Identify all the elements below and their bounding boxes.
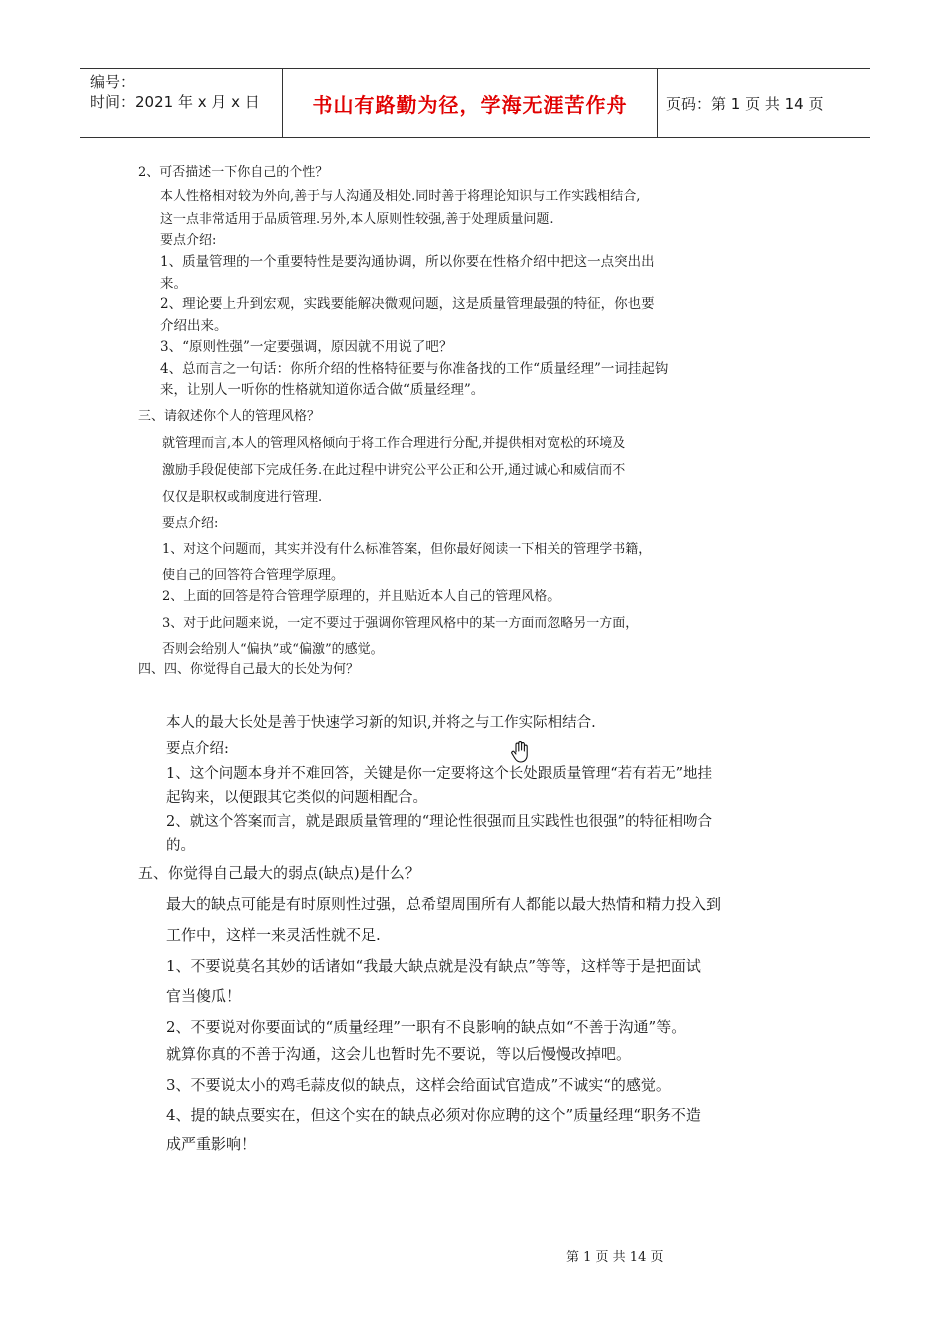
document-header [80,68,870,138]
body-line: 使自己的回答符合管理学原理。 [162,568,345,583]
body-line: 本人性格相对较为外向,善于与人沟通及相处.同时善于将理论知识与工作实践相结合, [160,189,641,204]
body-line: 2、上面的回答是符合管理学原理的，并且贴近本人自己的管理风格。 [162,589,561,604]
body-line: 来。 [160,276,187,292]
body-line: 本人的最大长处是善于快速学习新的知识,并将之与工作实际相结合. [166,715,596,731]
body-line: 4、总而言之一句话：你所介绍的性格特征要与你准备找的工作“质量经理”一词挂起钩 [160,361,669,377]
body-line: 成严重影响！ [166,1135,257,1153]
body-line: 起钩来，以便跟其它类似的问题相配合。 [166,790,427,806]
body-line: 1、这个问题本身并不难回答，关键是你一定要将这个长处跟质量管理“若有若无”地挂 [166,766,713,782]
body-line: 介绍出来。 [160,318,228,334]
number-label: 编号： [90,73,136,91]
key-points-label: 要点介绍: [162,516,219,531]
body-line: 3、对于此问题来说，一定不要过于强调你管理风格中的某一方面而忽略另一方面， [162,616,639,631]
body-line: 4、提的缺点要实在，但这个实在的缺点必须对你应聘的这个”质量经理“职务不造 [166,1106,701,1124]
body-line: 工作中，这样一来灵活性就不足. [166,926,381,944]
question-heading: 三、请叙述你个人的管理风格？ [138,409,321,424]
hand-cursor-icon [509,740,531,764]
body-line: 1、质量管理的一个重要特性是要沟通协调，所以你要在性格介绍中把这一点突出出 [160,254,655,270]
key-points-label: 要点介绍: [160,233,217,248]
body-line: 2、不要说对你要面试的“质量经理”一职有不良影响的缺点如“不善于沟通”等。 [166,1018,687,1036]
body-line: 官当傻瓜！ [166,987,242,1005]
body-line: 2、理论要上升到宏观，实践要能解决微观问题，这是质量管理最强的特征，你也要 [160,296,655,312]
body-line: 3、不要说太小的鸡毛蒜皮似的缺点，这样会给面试官造成”不诚实“的感觉。 [166,1076,671,1094]
body-line: 最大的缺点可能是有时原则性过强，总希望周围所有人都能以最大热情和精力投入到 [166,895,722,913]
question-heading: 五、你觉得自己最大的弱点(缺点)是什么？ [138,864,420,882]
header-motto: 书山有路勤为径，学海无涯苦作舟 [312,92,628,117]
header-page-info: 页码：第 1 页 共 14 页 [666,94,824,113]
header-meta [80,69,282,137]
page-footer: 第 1 页 共 14 页 [566,1250,664,1265]
question-heading: 2、可否描述一下你自己的个性？ [138,165,329,180]
body-line: 3、“原则性强”一定要强调，原因就不用说了吧？ [160,339,453,355]
body-line: 就算你真的不善于沟通，这会儿也暂时先不要说，等以后慢慢改掉吧。 [166,1045,632,1063]
body-line: 1、对这个问题而，其实并没有什么标准答案，但你最好阅读一下相关的管理学书籍， [162,542,652,557]
body-line: 仅仅是职权或制度进行管理. [162,490,323,505]
question-heading: 四、四、你觉得自己最大的长处为何？ [138,662,360,677]
time-label: 时间：2021 年 x 月 x 日 [90,93,260,111]
body-line: 激励手段促使部下完成任务.在此过程中讲究公平公正和公开,通过诚心和威信而不 [162,463,626,478]
body-line: 来，让别人一听你的性格就知道你适合做“质量经理”。 [160,382,485,398]
body-line: 的。 [166,838,195,854]
body-line: 2、就这个答案而言，就是跟质量管理的“理论性很强而且实践性也很强”的特征相吻合 [166,814,713,830]
key-points-label: 要点介绍: [166,741,229,757]
body-line: 1、不要说莫名其妙的话诸如“我最大缺点就是没有缺点”等等，这样等于是把面试 [166,957,701,975]
body-line: 就管理而言,本人的管理风格倾向于将工作合理进行分配,并提供相对宽松的环境及 [162,436,626,451]
body-line: 这一点非常适用于品质管理.另外,本人原则性较强,善于处理质量问题. [160,212,554,227]
body-line: 否则会给别人“偏执”或“偏激”的感觉。 [162,642,384,657]
